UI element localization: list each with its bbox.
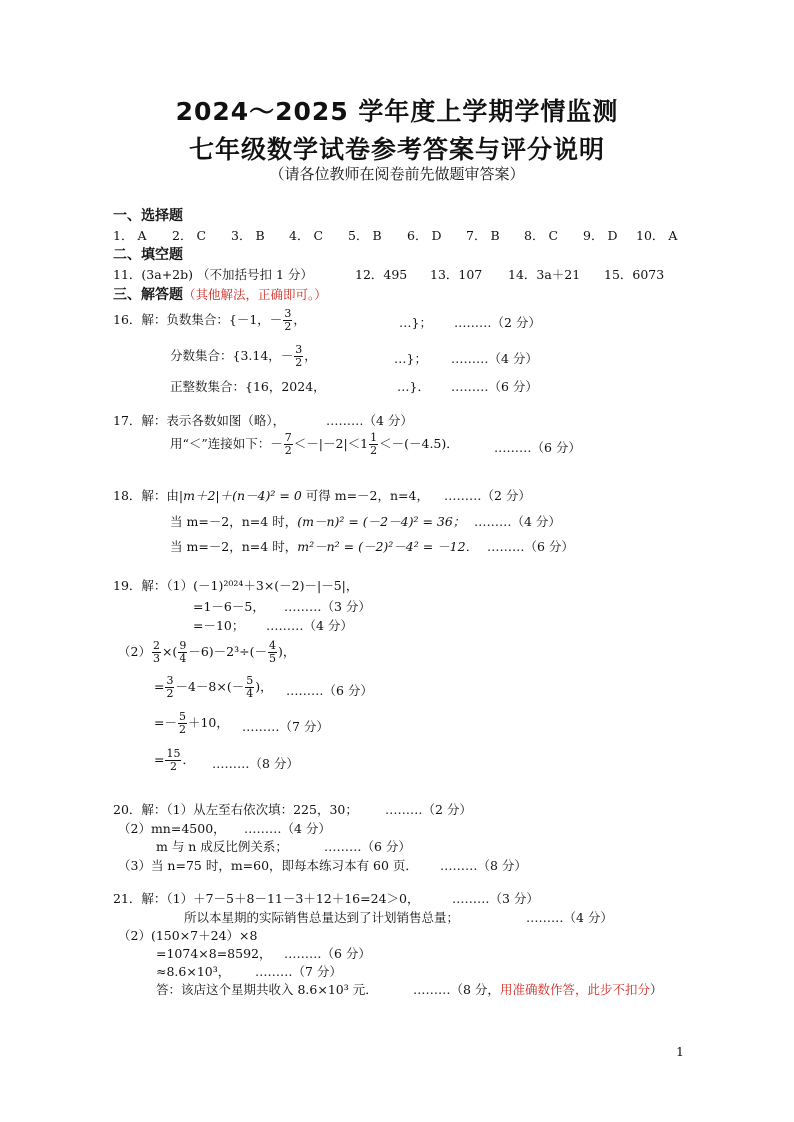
q18-score-3: ………（6 分）: [487, 539, 574, 554]
q17-line-1: 17．解：表示各数如图（略），: [113, 413, 286, 428]
q20-line-4: （3）当 n=75 时，m=60，即每本练习本有 60 页．: [118, 858, 418, 873]
fraction: $\frac{3}{2}$: [295, 343, 303, 369]
q21-score-4: ………（6 分）: [284, 946, 371, 961]
q21-line-1: 21．解：（1）＋7－5＋8－11－3＋12＋16=24＞0，: [113, 891, 420, 906]
q19-step-3: = $\frac{15}{2}$ ．: [154, 747, 195, 773]
q20-score-1: ………（2 分）: [385, 802, 472, 817]
q20-line-2: （2）mn=4500，: [118, 821, 226, 836]
q21-line-5: ≈8.6×10³，: [156, 964, 231, 979]
subtitle: （请各位教师在阅卷前先做题审答案）: [269, 165, 525, 183]
page-number: 1: [676, 1044, 684, 1059]
fill-q13: 13．107: [430, 267, 483, 282]
section-choice-heading: 一、选择题: [113, 208, 183, 224]
q21-score-5: ………（7 分）: [255, 964, 342, 979]
q19-step-1: = $\frac{3}{2}$ －4－8×(－ $\frac{5}{4}$ )，: [154, 674, 273, 700]
q19-score-3: ………（4 分）: [266, 618, 353, 633]
fraction: $\frac{4}{5}$: [268, 639, 276, 665]
fraction: $\frac{2}{3}$: [152, 639, 160, 665]
choice-item: 10． A: [636, 228, 678, 243]
q16-line-1-end: …}；: [399, 315, 432, 330]
q19-score-2: ………（3 分）: [284, 599, 371, 614]
fraction: $\frac{3}{2}$: [166, 674, 174, 700]
q21-score-note: 用准确数作答，此步不扣分: [499, 982, 650, 997]
q20-line-3: m 与 n 成反比例关系；: [156, 839, 288, 854]
q16-line-2-end: …}；: [394, 351, 427, 366]
q16-line-3-end: …}．: [397, 379, 430, 394]
choice-item: 3． B: [231, 228, 265, 243]
choice-item: 9． D: [583, 228, 618, 243]
q18-score-1: ………（2 分）: [444, 488, 531, 503]
q18-line-1: 18．解：由|m＋2|＋(n－4)² = 0 可得 m=－2，n=4，: [113, 488, 429, 503]
fill-q14: 14．3a＋21: [508, 267, 581, 282]
q16-line-2: 分数集合：{3.14，－ $\frac{3}{2}$ ，: [170, 343, 317, 369]
q16-score-2: ………（4 分）: [451, 351, 538, 366]
q21-line-3: （2）(150×7＋24）×8: [118, 928, 258, 943]
fill-q15: 15．6073: [604, 267, 665, 282]
q19-line-2: =1－6－5，: [193, 599, 265, 614]
q20-score-2: ………（4 分）: [244, 821, 331, 836]
q19-line-1: 19．解：（1）(－1)²⁰²⁴＋3×(－2)－|－5|，: [113, 578, 359, 593]
q18-line-2: 当 m=－2，n=4 时，(m－n)² = (－2－4)² = 36；: [170, 514, 466, 529]
q19-part2-expr: （2） $\frac{2}{3}$ ×( $\frac{9}{4}$ －6)－2³÷(－ $\frac{4}{5}$ )，: [118, 639, 296, 665]
fill-q12: 12．495: [355, 267, 408, 282]
q16-score-1: ………（2 分）: [454, 315, 541, 330]
q20-score-3: ………（6 分）: [324, 839, 411, 854]
q19-score-step-3: ………（8 分）: [212, 756, 299, 771]
q21-line-6: 答：该店这个星期共收入 8.6×10³ 元．: [156, 982, 378, 997]
title-line-1: 2024～2025 学年度上学期学情监测: [175, 97, 619, 126]
section-fill-heading: 二、填空题: [113, 247, 183, 263]
q21-score-1: ………（3 分）: [452, 891, 539, 906]
q19-score-step-2: ………（7 分）: [242, 719, 329, 734]
choice-item: 4． C: [289, 228, 324, 243]
choice-item: 1． A: [113, 228, 147, 243]
fraction: $\frac{7}{2}$: [284, 431, 292, 457]
choice-item: 6． D: [407, 228, 442, 243]
q20-line-1: 20．解：（1）从左至右依次填：225，30；: [113, 802, 358, 817]
q20-score-4: ………（8 分）: [440, 858, 527, 873]
q17-line-2: 用“＜”连接如下：－ $\frac{7}{2}$ ＜－|－2|＜1 $\frac{1}{2}$ ＜－(－4.5)．: [170, 431, 459, 457]
title-line-2: 七年级数学试卷参考答案与评分说明: [188, 135, 605, 164]
q21-line-2: 所以本星期的实际销售总量达到了计划销售总量；: [184, 910, 460, 925]
section-solve-heading: 三、解答题（其他解法，正确即可。）: [113, 287, 327, 303]
q21-score-2: ………（4 分）: [526, 910, 613, 925]
q17-score-1: ………（4 分）: [326, 413, 413, 428]
choice-item: 5． B: [348, 228, 382, 243]
q18-line-3: 当 m=－2，n=4 时，m²－n² = (－2)²－4² = －12．: [170, 539, 479, 554]
choice-item: 7． B: [466, 228, 500, 243]
q16-line-3: 正整数集合：{16，2024，: [170, 379, 326, 394]
fraction: $\frac{1}{2}$: [370, 431, 378, 457]
fill-q11: 11．(3a+2b) （不加括号扣 1 分）: [113, 267, 313, 282]
q17-score-2: ………（6 分）: [494, 440, 581, 455]
q18-score-2: ………（4 分）: [474, 514, 561, 529]
fraction: $\frac{15}{2}$: [166, 747, 181, 773]
q19-line-3: =－10；: [193, 618, 245, 633]
fraction: $\frac{9}{4}$: [179, 639, 187, 665]
fraction: $\frac{5}{2}$: [178, 710, 186, 736]
solve-note: （其他解法，正确即可。）: [183, 287, 327, 302]
q16-line-1: 16．解：负数集合：{－1，－ $\frac{3}{2}$ ，: [113, 307, 306, 333]
choice-item: 8． C: [524, 228, 559, 243]
fraction: $\frac{3}{2}$: [284, 307, 292, 333]
q16-score-3: ………（6 分）: [451, 379, 538, 394]
q21-line-4: =1074×8=8592，: [156, 946, 272, 961]
fraction: $\frac{5}{4}$: [246, 674, 254, 700]
choice-item: 2． C: [172, 228, 207, 243]
q19-step-2: =－ $\frac{5}{2}$ ＋10，: [154, 710, 229, 736]
q21-score-6: ………（8 分，用准确数作答，此步不扣分）: [413, 982, 663, 997]
q19-score-step-1: ………（6 分）: [286, 683, 373, 698]
